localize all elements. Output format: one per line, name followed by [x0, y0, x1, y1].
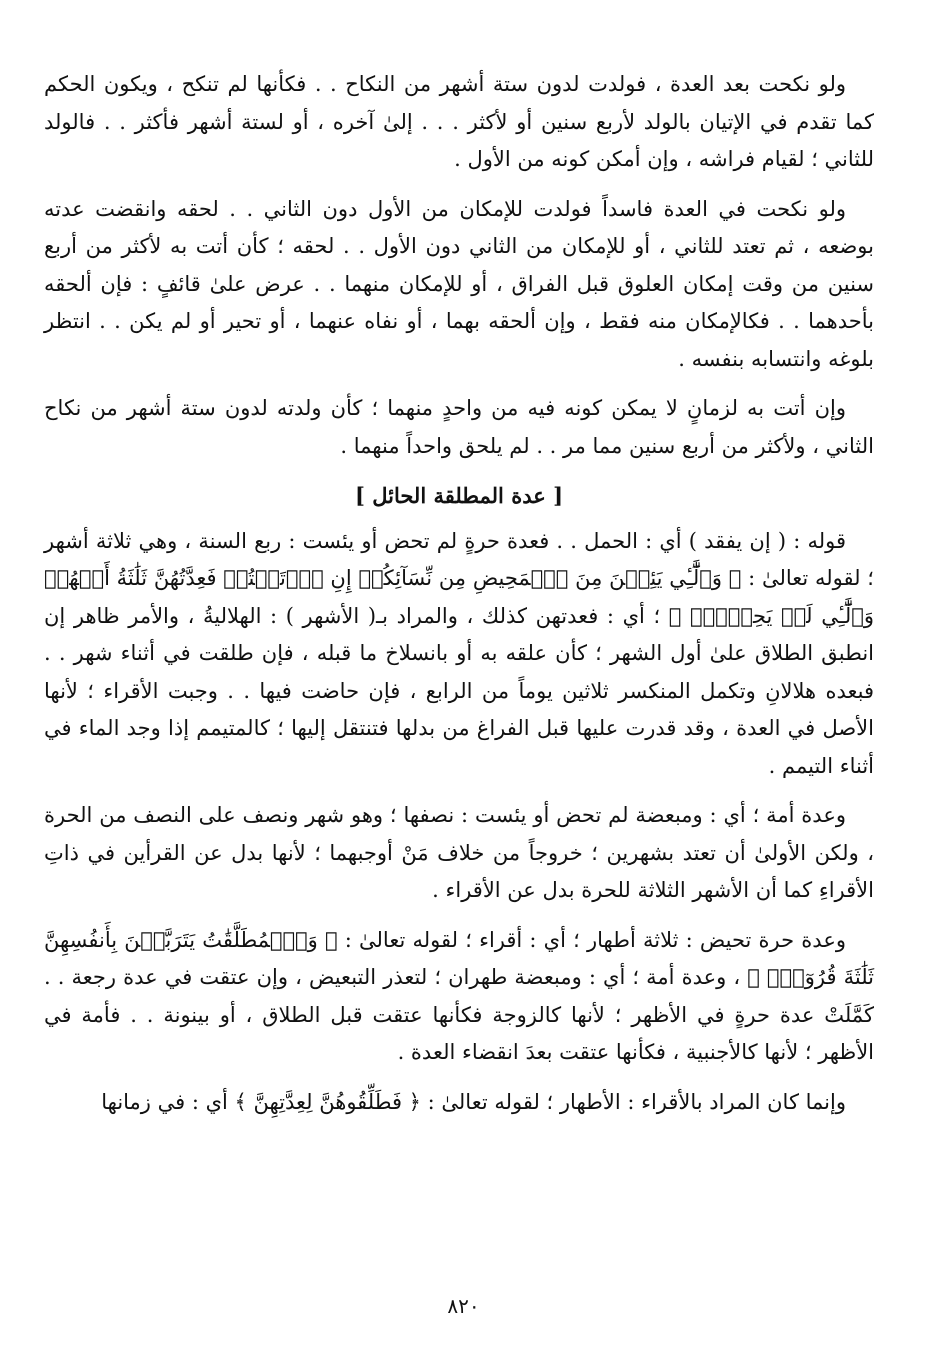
section-heading: [ عدة المطلقة الحائل ] — [354, 483, 564, 508]
paragraph-menstruating-iddah: وعدة حرة تحيض : ثلاثة أطهار ؛ أي : أقراء ؛ لقوله تعالىٰ : ﴿ وَٱلۡمُطَلَّقَٰتُ يَتَرَبَّصۡنَ بِأَنفُسِهِنَّ ثَلَٰثَةَ قُرُوٓءٖۚ ﴾ ، وعدة أمة ؛ أي : ومبعضة طهران ؛ لتعذر التبعيض ، وإن عتقت في عدة رجعة . . كَمَّلَتْ عدة حرةٍ في الأظهر ؛ لأنها كالزوجة فكأنها عتقت قبل الطلاق ، أو بينونة . . فأمة في الأظهر ؛ لأنها كالأجنبية ، فكأنها عتقت بعدَ انقضاء العدة . — [44, 927, 874, 1064]
paragraph-impossible-attribution: وإن أتت به لزمانٍ لا يمكن كونه فيه من واحدٍ منهما ؛ كأن ولدته لدون ستة أشهر من نكاح الثاني ، ولأكثر من أربع سنين مما مر . . لم يلحق واحداً منهما . — [44, 396, 874, 458]
paragraph-invalid-marriage-in-iddah: ولو نكحت في العدة فاسداً فولدت للإمكان من الأول دون الثاني . . لحقه وانقضت عدته بوضعه ، ثم تعتد للثاني ، أو للإمكان من الثاني دون الأول . . لحقه ؛ كأن أتت به لأكثر من أربع سنين من وقت إمكان العلوق قبل الفراق ، أو للإمكان منهما . . عرض علىٰ قائفٍ : فإن ألحقه بأحدهما . . فكالإمكان منه فقط ، وإن ألحقه بهما ، أو نفاه عنهما ، أو تحير أو لم يكن . . انتظر بلوغه وانتسابه بنفسه . — [44, 196, 874, 371]
page-number: ٨٢٠ — [447, 1294, 480, 1318]
page-body — [44, 66, 874, 1133]
paragraph-months-iddah: قوله : ( إن يفقد ) أي : الحمل . . فعدة حرةٍ لم تحض أو يئست : ربع السنة ، وهي ثلاثة أشهر ؛ لقوله تعالىٰ : ﴿ وَٱلَّٰٓـِٔي يَئِسۡنَ مِنَ ٱلۡمَحِيضِ مِن نِّسَآئِكُمۡ إِنِ ٱرۡتَبۡتُمۡ فَعِدَّتُهُنَّ ثَلَٰثَةُ أَشۡهُرٖ وَٱلَّٰٓـِٔي لَمۡ يَحِضۡنَۚ ﴾ ؛ أي : فعدتهن كذلك ، والمراد بـ( الأشهر ) : الهلاليةُ ، والأمر ظاهر إن انطبق الطلاق علىٰ أول الشهر ؛ كأن علقه به أو بانسلاخ ما قبله ، فإن طلقت في أثناء شهر . . فبعده هلالانِ وتكمل المنكسر ثلاثين يوماً من الرابع ، فإن حاضت فيها . . وجبت الأقراء ؛ لأنها الأصل في العدة ، وقد قدرت عليها قبل الفراغ من بدلها فتنتقل إليها ؛ كالمتيمم إذا وجد الماء في أثناء التيمم . — [44, 528, 874, 778]
paragraph-slave-iddah: وعدة أمة ؛ أي : ومبعضة لم تحض أو يئست : نصفها ؛ وهو شهر ونصف على النصف من الحرة ، ولكن الأولىٰ أن تعتد بشهرين ؛ خروجاً من خلاف مَنْ أوجبهما ؛ لأنها بدل عن القرأين في ذاتِ الأقراءِ كما أن الأشهر الثلاثة للحرة بدل عن الأقراء . — [44, 803, 874, 902]
paragraph-aqra-meaning: وإنما كان المراد بالأقراء : الأطهار ؛ لقوله تعالىٰ : ﴿ فَطَلِّقُوهُنَّ لِعِدَّتِهِنَّ ﴾ أي : في زمانها — [101, 1089, 846, 1114]
paragraph-marriage-after-iddah: ولو نكحت بعد العدة ، فولدت لدون ستة أشهر من النكاح . . فكأنها لم تنكح ، ويكون الحكم كما تقدم في الإتيان بالولد لأربع سنين أو لأكثر . . . إلىٰ آخره ، أو لستة أشهر فأكثر . . فالولد للثاني ؛ لقيام فراشه ، وإن أمكن كونه من الأول . — [44, 72, 874, 171]
